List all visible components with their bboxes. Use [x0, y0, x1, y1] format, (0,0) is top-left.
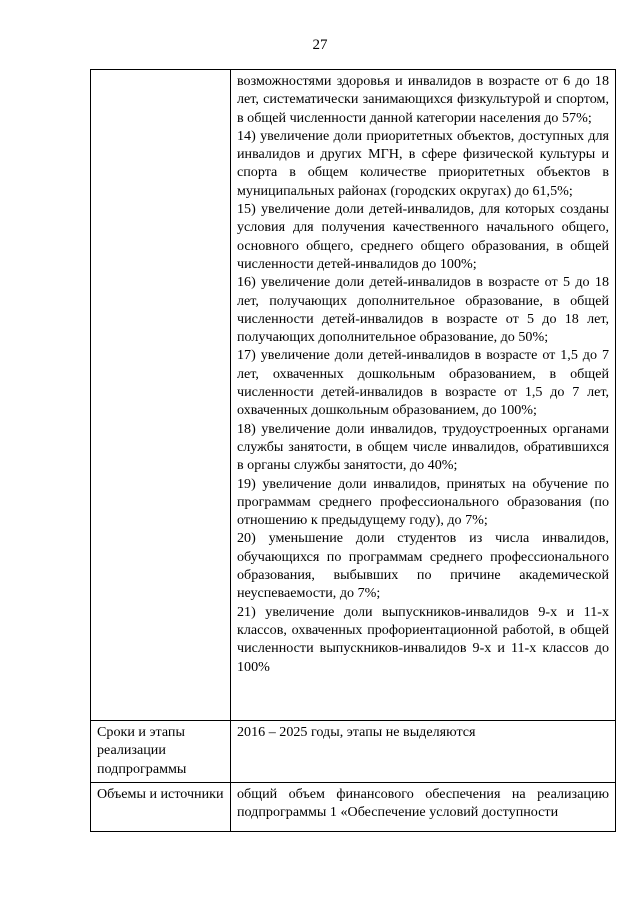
row-label-funding: Объемы и источники: [91, 783, 231, 832]
indicator-item-20: 20) уменьшение доли студентов из числа инвалидов, обучающихся по программам среднего профессионального образования, выбывших по причине академической неуспеваемости, до 7%;: [237, 530, 609, 602]
row-label-cell: [91, 70, 231, 721]
indicator-item-17: 17) увеличение доли детей-инвалидов в возрасте от 1,5 до 7 лет, охваченных дошкольным образованием, в общей численности детей-инвалидов в возрасте от 1,5 до 7 лет, охваченных дошкольным образованием, до 100%;: [237, 347, 609, 419]
indicator-item-18: 18) увеличение доли инвалидов, трудоустроенных органами службы занятости, в общем числе инвалидов, обратившихся в органы службы занятости, до 40%;: [237, 420, 609, 474]
indicator-item-14: 14) увеличение доли приоритетных объектов, доступных для инвалидов и других МГН, в сфере физической культуры и спорта в общем количестве приоритетных объектов в муниципальных районах (городских округах) до 61,5%;: [237, 127, 609, 199]
terms-text: 2016 – 2025 годы, этапы не выделяются: [237, 724, 476, 740]
indicator-item-16: 16) увеличение доли детей-инвалидов в возрасте от 5 до 18 лет, получающих дополнительное образование, в общей численности детей-инвалидов в возрасте от 5 до 18 лет, получающих дополнительное образование, до 50%;: [237, 274, 609, 346]
indicator-text: возможностями здоровья и инвалидов в возрасте от 6 до 18 лет, систематически занимающихся физкультурой и спортом, в общей численности данной категории населения до 57%;: [237, 73, 609, 126]
indicator-item-19: 19) увеличение доли инвалидов, принятых на обучение по программам среднего профессионального образования (по отношению к предыдущему году), до 7%;: [237, 475, 609, 529]
table-row: [91, 783, 616, 832]
indicator-item-15: 15) увеличение доли детей-инвалидов, для которых созданы условия для получения качественного начального общего, основного общего, среднего общего образования, в общей численности детей-инвалидов до 100%;: [237, 201, 609, 272]
row-content-funding: [231, 783, 616, 832]
page-number: 27: [312, 37, 328, 53]
row-label-terms: Сроки и этапы реализации подпрограммы: [91, 721, 231, 783]
passport-table: [90, 69, 616, 832]
row-content-terms: [231, 721, 616, 783]
table-row: [91, 70, 616, 721]
indicator-item-21: 21) увеличение доли выпускников-инвалидов 9-х и 11-х классов, охваченных профориентационной работой, в общей численности выпускников-инвалидов 9-х и 11-х классов до 100%: [237, 603, 609, 675]
row-content-cell: [231, 70, 616, 721]
funding-text: общий объем финансового обеспечения на реализацию подпрограммы 1 «Обеспечение условий доступности: [237, 786, 609, 821]
table-row: [91, 721, 616, 783]
